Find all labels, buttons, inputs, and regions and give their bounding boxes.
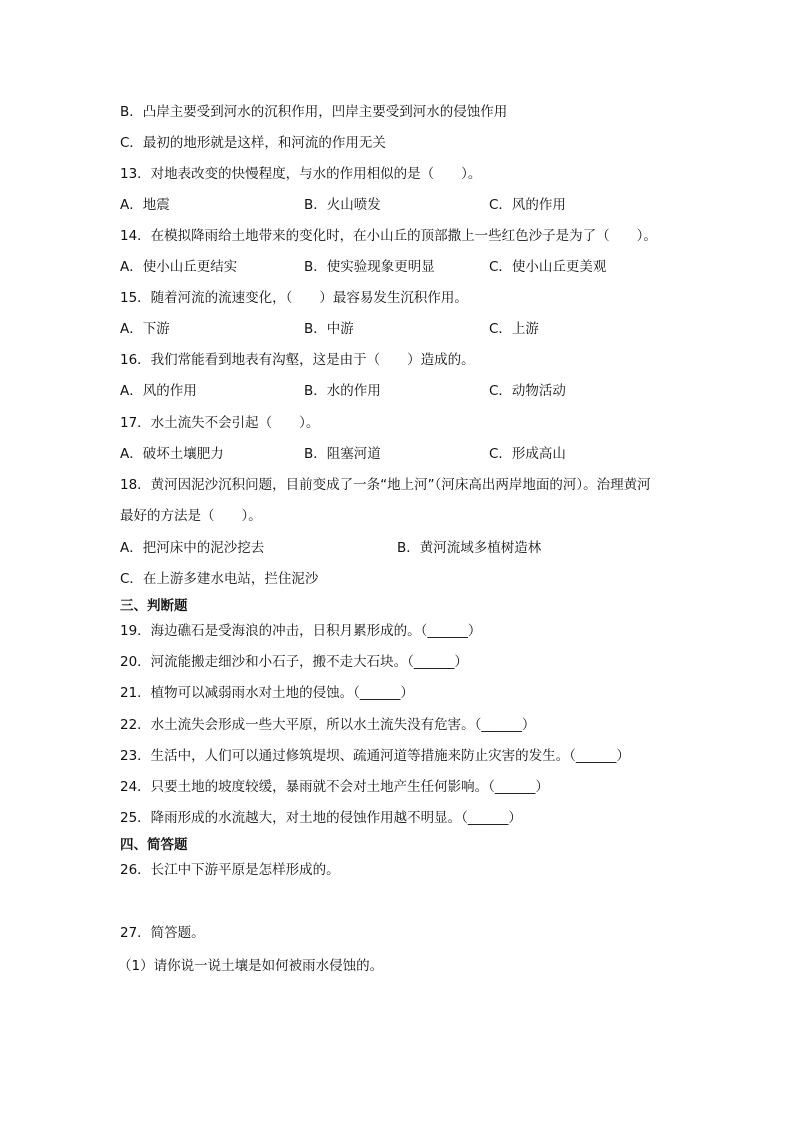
q17-option-a: A．破坏土壤肥力 (120, 446, 224, 462)
q15-stem: 15．随着河流的流速变化，（ ）最容易发生沉积作用。 (120, 290, 468, 306)
judge-item-23: 23．生活中，人们可以通过修筑堤坝、疏通河道等措施来防止灾害的发生。（______） (120, 748, 630, 764)
q27-stem: 27．简答题。 (120, 925, 205, 941)
judge-item-24: 24．只要土地的坡度较缓，暴雨就不会对土地产生任何影响。（______） (120, 779, 549, 795)
section-heading-judge: 三、判断题 (120, 598, 188, 614)
section-heading-short-answer: 四、简答题 (120, 837, 188, 853)
q16-option-c: C．动物活动 (489, 383, 566, 399)
q12-option-b: B．凸岸主要受到河水的沉积作用，凹岸主要受到河水的侵蚀作用 (120, 104, 508, 120)
q27-part1: （1）请你说一说土壤是如何被雨水侵蚀的。 (118, 958, 384, 974)
q14-stem: 14．在模拟降雨给土地带来的变化时，在小山丘的顶部撒上一些红色沙子是为了（ ）。 (120, 228, 657, 244)
judge-item-21: 21．植物可以减弱雨水对土地的侵蚀。（______） (120, 685, 414, 701)
q26-stem: 26．长江中下游平原是怎样形成的。 (120, 862, 340, 878)
q16-option-b: B．水的作用 (304, 383, 381, 399)
q16-option-a: A．风的作用 (120, 383, 197, 399)
q15-option-c: C．上游 (489, 321, 539, 337)
q15-option-b: B．中游 (304, 321, 354, 337)
q18-option-a: A．把河床中的泥沙挖去 (120, 540, 265, 556)
q13-option-c: C．风的作用 (489, 197, 566, 213)
q12-option-c: C．最初的地形就是这样，和河流的作用无关 (120, 135, 386, 151)
q13-stem: 13．对地表改变的快慢程度，与水的作用相似的是（ ）。 (120, 166, 482, 182)
q18-option-b: B．黄河流域多植树造林 (397, 540, 542, 556)
q13-option-b: B．火山喷发 (304, 197, 381, 213)
q18-stem-line1: 18．黄河因泥沙沉积问题，目前变成了一条“地上河”（河床高出两岸地面的河）。治理黄河 (120, 477, 651, 493)
q14-option-c: C．使小山丘更美观 (489, 259, 607, 275)
q18-stem-line2: 最好的方法是（ ）。 (120, 508, 262, 524)
q13-option-a: A．地震 (120, 197, 170, 213)
q15-option-a: A．下游 (120, 321, 170, 337)
judge-item-22: 22．水土流失会形成一些大平原，所以水土流失没有危害。（______） (120, 717, 536, 733)
q14-option-a: A．使小山丘更结实 (120, 259, 238, 275)
q18-option-c: C．在上游多建水电站，拦住泥沙 (120, 571, 319, 587)
judge-item-19: 19．海边礁石是受海浪的冲击，日积月累形成的。（______） (120, 623, 482, 639)
q17-stem: 17．水土流失不会引起（ ）。 (120, 415, 320, 431)
q16-stem: 16．我们常能看到地表有沟壑，这是由于（ ）造成的。 (120, 352, 475, 368)
judge-item-20: 20．河流能搬走细沙和小石子，搬不走大石块。（______） (120, 654, 468, 670)
judge-item-25: 25．降雨形成的水流越大，对土地的侵蚀作用越不明显。（______） (120, 810, 522, 826)
q14-option-b: B．使实验现象更明显 (304, 259, 435, 275)
q17-option-b: B．阻塞河道 (304, 446, 381, 462)
q17-option-c: C．形成高山 (489, 446, 566, 462)
